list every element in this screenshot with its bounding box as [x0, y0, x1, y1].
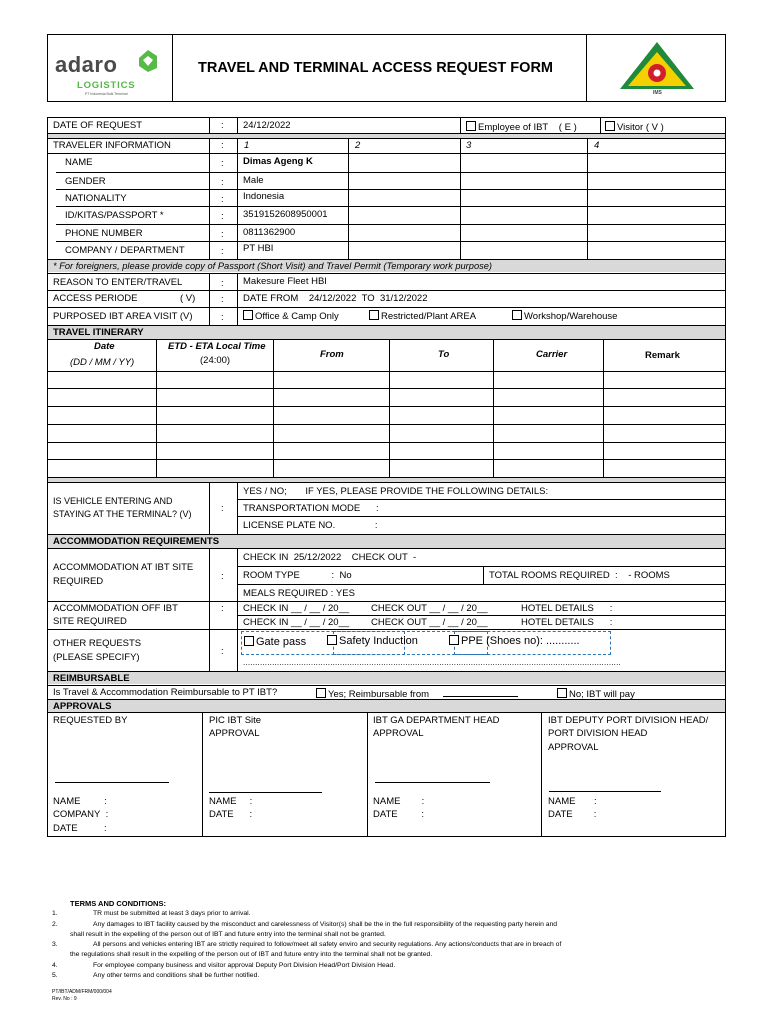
colon: :: [221, 278, 224, 289]
colon: :: [221, 177, 224, 188]
term-3-num: 3.: [52, 941, 58, 948]
adaro-leaf-icon: [137, 48, 159, 74]
checkbox-icon[interactable]: [605, 121, 615, 131]
logo-sub-text: LOGISTICS: [77, 80, 136, 91]
term-4-num: 4.: [52, 962, 58, 969]
access-period-code: ( V): [180, 293, 196, 304]
deputy-name-label[interactable]: NAME :: [548, 796, 597, 807]
reimburse-question: Is Travel & Accommodation Reimbursable to PT IBT?: [53, 687, 278, 698]
phone-label: PHONE NUMBER: [65, 228, 143, 239]
logo-tagline: PT Indonesia Bulk Terminal: [85, 92, 128, 96]
colon: :: [221, 294, 224, 305]
itinerary-heading: TRAVEL ITINERARY: [53, 327, 144, 338]
checkbox-icon[interactable]: [243, 310, 253, 320]
off-check-in[interactable]: CHECK IN __ / __ / 20__: [243, 603, 350, 614]
total-rooms[interactable]: TOTAL ROOMS REQUIRED : - ROOMS: [489, 570, 670, 581]
checkbox-icon[interactable]: [369, 310, 379, 320]
room-type[interactable]: ROOM TYPE : No: [243, 570, 352, 581]
table-row[interactable]: [47, 459, 726, 460]
off-check-in-2[interactable]: CHECK IN __ / __ / 20__: [243, 617, 350, 628]
term-2-text-cont: shall result in the expelling of the person out of IBT and future entry into the terminal shall not be granted.: [70, 931, 386, 938]
employee-checkbox[interactable]: Employee of IBT ( E ): [466, 121, 577, 133]
transport-mode-label[interactable]: TRANSPORTATION MODE :: [243, 503, 379, 514]
approvals-heading: APPROVALS: [53, 701, 112, 712]
adaro-logo: [55, 44, 167, 96]
name-value[interactable]: Dimas Ageng K: [243, 156, 313, 167]
foreigner-note: * For foreigners, please provide copy of Passport (Short Visit) and Travel Permit (Temporary work purpose): [53, 261, 493, 271]
itinerary-etd-sub: (24:00): [200, 355, 231, 366]
colon: :: [221, 229, 224, 240]
signature-line-ga[interactable]: [375, 782, 490, 783]
license-plate-label[interactable]: LICENSE PLATE NO. :: [243, 520, 378, 531]
access-period-label: ACCESS PERIODE: [53, 293, 138, 304]
off-check-out[interactable]: CHECK OUT __ / __ / 20__: [371, 603, 488, 614]
deputy-approval-line3: APPROVAL: [548, 742, 599, 753]
form-title: TRAVEL AND TERMINAL ACCESS REQUEST FORM: [198, 60, 553, 76]
itinerary-remark-header: Remark: [645, 350, 680, 361]
colon: :: [221, 120, 224, 131]
reimbursable-heading: REIMBURSABLE: [53, 673, 130, 684]
term-3-text-cont: the regulations shall result in the expelling of the person out of IBT and future entry into the terminal shall not be granted.: [70, 951, 433, 958]
colon: :: [221, 312, 224, 323]
id-passport-value[interactable]: 3519152608950001: [243, 209, 328, 220]
colon: :: [221, 211, 224, 222]
table-row[interactable]: [47, 442, 726, 443]
pic-name-label[interactable]: NAME :: [209, 796, 253, 807]
logo-main-text: adaro: [55, 52, 118, 77]
ims-logo: [618, 40, 696, 98]
ims-triangle-icon: [618, 40, 696, 92]
table-row[interactable]: [47, 424, 726, 425]
colon: :: [221, 646, 224, 657]
other-requests-line2: (PLEASE SPECIFY): [53, 652, 140, 663]
ga-approval-line2: APPROVAL: [373, 728, 424, 739]
traveler-col-4: 4: [594, 140, 600, 151]
area-option-workshop[interactable]: Workshop/Warehouse: [512, 310, 617, 322]
itinerary-to-header: To: [438, 349, 450, 360]
colon: :: [221, 603, 224, 614]
req-date-label[interactable]: DATE :: [53, 823, 107, 834]
footer-doc-no: PT/IBT/ADM/FRM/000/004: [52, 989, 112, 995]
traveler-col-3: 3: [466, 140, 472, 151]
pic-approval-line1: PIC IBT Site: [209, 715, 262, 726]
traveler-col-1: 1: [244, 140, 250, 151]
reimburse-no[interactable]: No; IBT will pay: [557, 688, 635, 700]
area-visit-label: PURPOSED IBT AREA VISIT (V): [53, 311, 193, 322]
ims-logo-text: IMS: [653, 90, 662, 96]
signature-line-deputy[interactable]: [549, 791, 661, 792]
deputy-approval-line2: PORT DIVISION HEAD: [548, 728, 648, 739]
name-label: NAME: [65, 157, 93, 168]
colon: :: [221, 194, 224, 205]
gender-value[interactable]: Male: [243, 175, 264, 186]
visitor-checkbox[interactable]: Visitor ( V ): [605, 121, 664, 133]
itinerary-date-sub: (DD / MM / YY): [70, 357, 135, 368]
checkbox-icon[interactable]: [449, 635, 459, 645]
date-of-request-value[interactable]: 24/12/2022: [243, 120, 291, 131]
company-value[interactable]: PT HBI: [243, 243, 274, 254]
signature-line-requested[interactable]: [55, 782, 169, 783]
traveler-info-heading: TRAVELER INFORMATION: [53, 140, 171, 151]
id-passport-label: ID/KITAS/PASSPORT *: [65, 210, 164, 221]
acc-site-line1: ACCOMMODATION AT IBT SITE: [53, 562, 194, 573]
ga-name-label[interactable]: NAME :: [373, 796, 425, 807]
checkbox-icon[interactable]: [244, 636, 254, 646]
checkbox-icon[interactable]: [512, 310, 522, 320]
signature-line-pic[interactable]: [209, 792, 322, 793]
other-requests-dotted[interactable]: ............................................................................................................................................................: [243, 658, 621, 667]
term-3-text: All persons and vehicles entering IBT are strictly required to follow/meet all safety enviro and security regulations. Any actions/conducts that are in breach of: [93, 941, 562, 948]
colon: :: [221, 246, 224, 257]
acc-off-line2: SITE REQUIRED: [53, 616, 127, 627]
gender-label: GENDER: [65, 176, 106, 187]
area-option-restricted[interactable]: Restricted/Plant AREA: [369, 310, 476, 322]
area-option-office[interactable]: Office & Camp Only: [243, 310, 339, 322]
other-option-gate-pass[interactable]: Gate pass: [244, 636, 306, 648]
requested-by-label: REQUESTED BY: [53, 715, 128, 726]
checkbox-icon[interactable]: [466, 121, 476, 131]
nationality-label: NATIONALITY: [65, 193, 127, 204]
term-1-text: TR must be submitted at least 3 days prior to arrival.: [93, 910, 251, 917]
itinerary-date-header: Date: [94, 341, 115, 352]
table-row[interactable]: [47, 406, 726, 407]
checkbox-icon[interactable]: [557, 688, 567, 698]
acc-check-in-out[interactable]: CHECK IN 25/12/2022 CHECK OUT -: [243, 552, 417, 563]
nationality-value[interactable]: Indonesia: [243, 191, 285, 202]
checkbox-icon[interactable]: [316, 688, 326, 698]
reimburse-from-line[interactable]: [443, 696, 518, 697]
hotel-details-2[interactable]: HOTEL DETAILS :: [521, 617, 613, 628]
req-company-label[interactable]: COMPANY :: [53, 809, 109, 820]
date-of-request-label: DATE OF REQUEST: [53, 120, 143, 131]
itinerary-from-header: From: [320, 349, 344, 360]
reason-label: REASON TO ENTER/TRAVEL: [53, 277, 183, 288]
term-1-num: 1.: [52, 910, 58, 917]
acc-off-line1: ACCOMMODATION OFF IBT: [53, 603, 178, 614]
table-row[interactable]: [47, 388, 726, 389]
term-2-text: Any damages to IBT facility caused by the misconduct and carelessness of Visitor(s) shall be the in the full responsibility of the requesting party herein and: [93, 921, 558, 928]
accommodation-heading: ACCOMMODATION REQUIREMENTS: [53, 536, 220, 547]
deputy-approval-line1: IBT DEPUTY PORT DIVISION HEAD/: [548, 715, 709, 726]
access-date-range[interactable]: DATE FROM 24/12/2022 TO 31/12/2022: [243, 293, 428, 304]
terms-heading: TERMS AND CONDITIONS:: [70, 899, 166, 908]
term-5-text: Any other terms and conditions shall be further notified.: [93, 972, 260, 979]
vehicle-question-line1: IS VEHICLE ENTERING AND: [53, 496, 173, 506]
reason-value[interactable]: Makesure Fleet HBI: [243, 276, 327, 287]
term-4-text: For employee company business and visitor approval Deputy Port Division Head/Port Division Head.: [93, 962, 396, 969]
ga-date-label[interactable]: DATE :: [373, 809, 425, 820]
meals-required[interactable]: MEALS REQUIRED : YES: [243, 588, 355, 599]
hotel-details[interactable]: HOTEL DETAILS :: [521, 603, 613, 614]
itinerary-etd-header: ETD - ETA Local Time: [168, 341, 266, 352]
req-name-label[interactable]: NAME :: [53, 796, 107, 807]
vehicle-yes-no[interactable]: YES / NO; IF YES, PLEASE PROVIDE THE FOLLOWING DETAILS:: [243, 486, 549, 497]
itinerary-carrier-header: Carrier: [536, 349, 568, 360]
term-2-num: 2.: [52, 921, 58, 928]
acc-site-line2: REQUIRED: [53, 576, 104, 587]
other-option-safety-induction[interactable]: Safety Induction: [327, 635, 418, 647]
traveler-col-2: 2: [355, 140, 361, 151]
colon: :: [221, 503, 224, 514]
company-label: COMPANY / DEPARTMENT: [65, 245, 185, 256]
other-requests-line1: OTHER REQUESTS: [53, 638, 142, 649]
pic-approval-line2: APPROVAL: [209, 728, 260, 739]
pic-date-label[interactable]: DATE :: [209, 809, 253, 820]
colon: :: [221, 571, 224, 582]
vehicle-question-line2: STAYING AT THE TERMINAL? (V): [53, 509, 192, 519]
other-option-ppe[interactable]: PPE (Shoes no): ...........: [449, 635, 580, 647]
colon: :: [221, 158, 224, 169]
off-check-out-2[interactable]: CHECK OUT __ / __ / 20__: [371, 617, 488, 628]
footer-rev: Rev. No : 9: [52, 996, 77, 1002]
term-5-num: 5.: [52, 972, 58, 979]
phone-value[interactable]: 0811362900: [243, 227, 296, 238]
reimburse-yes[interactable]: Yes; Reimbursable from: [316, 688, 429, 700]
colon: :: [221, 140, 224, 151]
ga-approval-line1: IBT GA DEPARTMENT HEAD: [373, 715, 500, 726]
deputy-date-label[interactable]: DATE :: [548, 809, 597, 820]
checkbox-icon[interactable]: [327, 635, 337, 645]
